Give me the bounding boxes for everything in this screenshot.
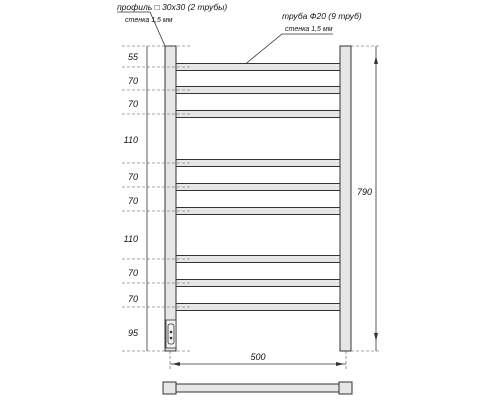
left-profile — [165, 46, 176, 351]
height-arrow-top — [374, 56, 378, 64]
spacing-label: 70 — [127, 294, 138, 304]
spacing-label: 70 — [127, 99, 138, 109]
spacing-label: 55 — [127, 52, 138, 62]
height-arrow-bottom — [374, 333, 378, 341]
connector-block — [166, 320, 176, 348]
crossbar-tube — [176, 304, 340, 311]
spacing-label: 70 — [127, 76, 138, 86]
spacing-label: 95 — [127, 328, 138, 338]
spacing-label: 110 — [123, 135, 138, 145]
crossbar-tube — [176, 87, 340, 94]
tube-leader — [243, 34, 333, 66]
crossbar-tube — [176, 64, 340, 71]
tube-label: труба Ф20 (9 труб) — [282, 11, 362, 21]
crossbar-tube — [176, 256, 340, 263]
crossbar-tube — [176, 160, 340, 167]
spacing-label: 70 — [127, 196, 138, 206]
profile-wall-label: стенка 1,5 мм — [125, 17, 173, 24]
crossbar-tube — [176, 280, 340, 287]
height-label: 790 — [357, 187, 373, 197]
right-profile — [340, 46, 351, 351]
width-arrow-left — [172, 362, 180, 366]
tube-wall-label: стенка 1,5 мм — [285, 26, 333, 33]
spacing-label: 70 — [127, 172, 138, 182]
profile-label: профиль □ 30х30 (2 трубы) — [117, 2, 228, 12]
width-label: 500 — [250, 352, 266, 362]
crossbar-tube — [176, 184, 340, 191]
top-view — [163, 382, 352, 394]
crossbar-tube — [176, 111, 340, 118]
spacing-labels — [124, 52, 139, 338]
spacing-label: 70 — [127, 268, 138, 278]
spacing-label: 110 — [123, 234, 138, 244]
width-arrow-right — [336, 362, 344, 366]
crossbar-tube — [176, 208, 340, 215]
crossbar-tubes — [176, 64, 340, 311]
